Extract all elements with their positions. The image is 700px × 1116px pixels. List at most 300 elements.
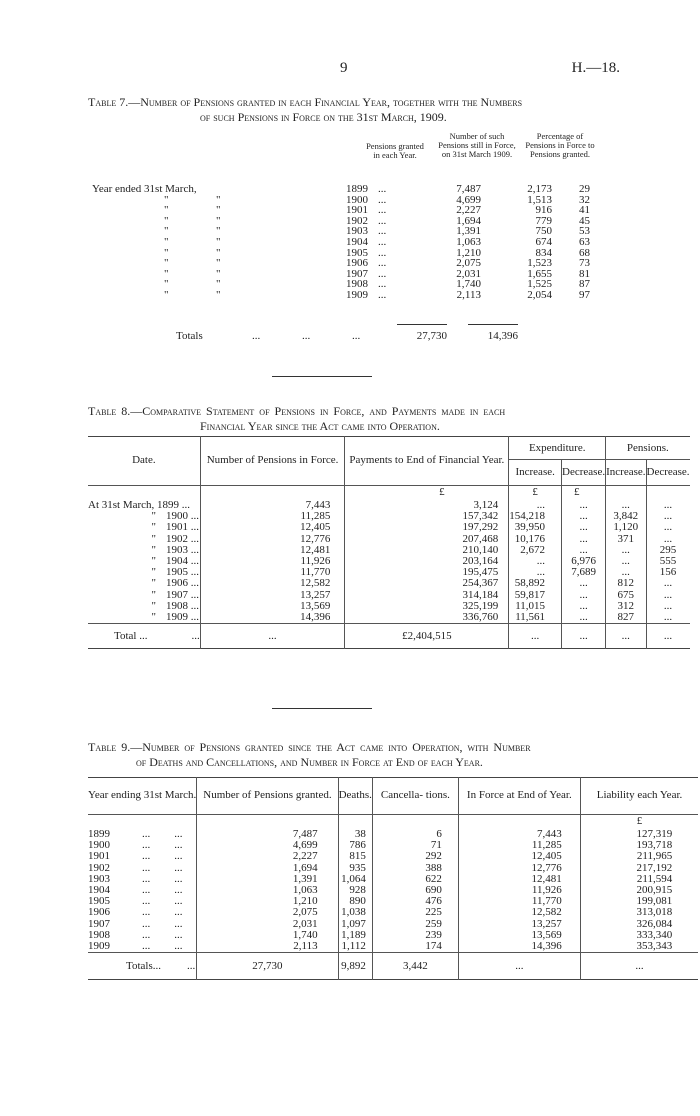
table7-row-label: Year ended 31st March,: [92, 183, 197, 195]
table9-liability: 193,718: [580, 840, 698, 851]
table8-date: [88, 612, 200, 624]
table8-pen-increase: ...: [606, 500, 646, 511]
ditto-mark: ": [164, 246, 169, 259]
table9-liability: 211,965: [580, 851, 698, 862]
table8-number: 14,396: [200, 612, 345, 624]
table9-in-force: 11,926: [458, 885, 580, 896]
table8-payments: 203,164: [345, 556, 509, 567]
table8-header-number: Number of Pensions in Force.: [200, 437, 345, 486]
table9-unit-blank: [88, 815, 197, 830]
table8-total-label-cell: Total ... ...: [114, 629, 200, 642]
table8-exp-increase: 59,817: [509, 590, 562, 601]
table9-granted: 2,075: [197, 907, 338, 918]
table9-totals-row: [88, 953, 698, 980]
ditto-mark: ": [164, 278, 169, 291]
table8-pen-increase: 312: [606, 601, 646, 612]
table9-in-force: 12,405: [458, 851, 580, 862]
table9-unit-blank: [458, 815, 580, 830]
table7-row: [40, 290, 622, 301]
pound-sign: £: [580, 815, 698, 830]
table9-year: 1904: [88, 884, 110, 897]
table9-cancellations: 174: [372, 941, 458, 953]
table9-deaths: 928: [338, 885, 372, 896]
table9-cancellations: 292: [372, 851, 458, 862]
table8-exp-decrease: ...: [562, 522, 606, 533]
ditto-mark: ": [164, 193, 169, 206]
ditto-mark: ": [151, 611, 156, 624]
table8-total-label: Total: [114, 629, 137, 642]
table8-payments: 254,367: [345, 578, 509, 589]
table8-exp-decrease: ...: [562, 590, 606, 601]
table8-unit-blank: [606, 486, 646, 501]
table7-total-in-force: 14,396: [487, 330, 518, 342]
table8-header-pen-decrease: Decrease.: [646, 460, 690, 486]
table9-deaths: 1,097: [338, 919, 372, 930]
table8-pen-increase: ...: [606, 545, 646, 556]
dots: ...: [458, 953, 580, 980]
ditto-mark: ": [164, 204, 169, 217]
table7-header-in-force: Number of such Pensions still in Force, on 31st March 1909.: [438, 131, 516, 159]
table7-granted: 1,391: [456, 225, 481, 238]
table8-number: 11,770: [200, 567, 345, 578]
dots: ...: [174, 828, 183, 840]
table9-in-force: 7,443: [458, 829, 580, 840]
dots: ...: [200, 624, 345, 649]
dots: ...: [142, 884, 151, 897]
ditto-mark: ": [164, 214, 169, 227]
table8-header-pensions: Pensions.: [606, 437, 690, 460]
dots: ...: [378, 235, 387, 248]
table7-in-force: 1,655: [527, 267, 552, 280]
dots: ...: [174, 928, 183, 941]
table9-granted: 7,487: [197, 829, 338, 840]
table7-in-force: 916: [535, 204, 552, 217]
table9-deaths: 1,189: [338, 930, 372, 941]
table8-exp-increase: ...: [509, 567, 562, 578]
table8: [88, 436, 690, 649]
table8-number: 12,481: [200, 545, 345, 556]
table7-totals-rule-2: [468, 324, 518, 325]
table7-year: 1904: [346, 235, 368, 248]
table9-in-force: 14,396: [458, 941, 580, 953]
table9-granted: 1,694: [197, 863, 338, 874]
table8-row: [88, 612, 690, 624]
table8-header-exp-decrease: Decrease.: [562, 460, 606, 486]
table8-pen-increase: 827: [606, 612, 646, 624]
table8-pen-decrease: ...: [646, 578, 690, 589]
table8-title: [88, 404, 648, 434]
table9-liability: 353,343: [580, 941, 698, 953]
table8-number: 7,443: [200, 500, 345, 511]
table7-year: 1906: [346, 257, 368, 270]
table9-deaths: 1,064: [338, 874, 372, 885]
dots: ...: [174, 872, 183, 885]
table7-year: 1902: [346, 214, 368, 227]
ditto-mark: ": [215, 235, 221, 248]
table8-pen-increase: 1,120: [606, 522, 646, 533]
table8-pen-decrease: ...: [646, 612, 690, 624]
table7-granted: 2,075: [456, 257, 481, 270]
dots: ...: [142, 839, 151, 852]
table8-pen-decrease: ...: [646, 601, 690, 612]
dots: ...: [190, 521, 199, 534]
table9: [88, 777, 683, 980]
table7-in-force: 2,054: [527, 288, 552, 301]
table9-header-liability: Liability each Year.: [580, 778, 698, 815]
table8-number: 12,405: [200, 522, 345, 533]
table7-row: [40, 216, 622, 227]
table9-totals-label-cell: Totals... ...: [126, 959, 196, 972]
table8-pen-decrease: 156: [646, 567, 690, 578]
dots: ...: [190, 532, 199, 545]
table8-year: 1909: [166, 611, 188, 624]
table8-exp-increase: 154,218: [509, 511, 562, 522]
table7-year: 1900: [346, 193, 368, 206]
dots: ...: [190, 611, 199, 624]
table8-exp-increase: 39,950: [509, 522, 562, 533]
table8-payments: 197,292: [345, 522, 509, 533]
table8-total-row: [88, 624, 690, 649]
table8-year: 1901: [166, 521, 188, 534]
table8-year: 1899: [157, 499, 180, 511]
table8-unit-blank: [646, 486, 690, 501]
table9-in-force: 12,582: [458, 907, 580, 918]
table7-in-force: 1,525: [527, 278, 552, 291]
table7-row: [40, 195, 622, 206]
table9-granted: 2,113: [197, 941, 338, 953]
dots: ...: [378, 278, 387, 291]
table7-body: [40, 184, 622, 301]
table7-percentage: 45: [579, 214, 590, 227]
table8-pen-decrease: ...: [646, 511, 690, 522]
table9-liability: 333,340: [580, 930, 698, 941]
table8-header-expenditure: Expenditure.: [509, 437, 606, 460]
table7: [40, 183, 660, 342]
table7-granted: 1,210: [456, 246, 481, 259]
dots: ...: [562, 624, 606, 649]
table8-number: 13,257: [200, 590, 345, 601]
dots: ...: [142, 861, 151, 874]
table9-year-cell: [88, 941, 197, 953]
ditto-mark: ": [151, 521, 156, 534]
table8-payments: 207,468: [345, 534, 509, 545]
table7-total-granted: 27,730: [416, 330, 447, 342]
ditto-mark: ": [151, 532, 156, 545]
table9-grid: [88, 777, 698, 980]
ditto-mark: ": [164, 235, 169, 248]
dots: ...: [378, 246, 387, 259]
table7-title: [88, 95, 648, 125]
table7-percentage: 32: [579, 193, 590, 206]
table8-year: 1906: [166, 577, 188, 590]
table9-granted: 2,031: [197, 919, 338, 930]
table9-year: 1902: [88, 861, 110, 874]
table8-exp-increase: 11,015: [509, 601, 562, 612]
dots: ...: [142, 850, 151, 863]
table7-year: 1903: [346, 225, 368, 238]
table8-pen-increase: 3,842: [606, 511, 646, 522]
table7-percentage: 63: [579, 235, 590, 248]
table9-liability: 199,081: [580, 896, 698, 907]
table7-percentage: 73: [579, 257, 590, 270]
table9-title: [88, 740, 648, 770]
table9-granted: 1,063: [197, 885, 338, 896]
table7-header-percentage: Percentage of Pensions in Force to Pensions granted.: [525, 131, 595, 159]
table8-exp-decrease: ...: [562, 511, 606, 522]
table7-percentage: 68: [579, 246, 590, 259]
table8-pen-increase: 371: [606, 534, 646, 545]
table7-in-force: 2,173: [527, 183, 552, 195]
dots: ...: [190, 566, 199, 579]
table7-percentage: 41: [579, 204, 590, 217]
table7-row: [40, 226, 622, 237]
table7-year: 1905: [346, 246, 368, 259]
table8-pen-increase: ...: [606, 567, 646, 578]
table7-year: 1899: [346, 183, 368, 195]
dots: ...: [142, 906, 151, 919]
dots: ...: [181, 499, 191, 511]
ditto-mark: ": [164, 257, 169, 270]
table9-unit-blank: [197, 815, 338, 830]
table9-granted: 4,699: [197, 840, 338, 851]
table9-cancellations: 225: [372, 907, 458, 918]
table7-title-line1: Table 7.—Number of Pensions granted in each Financial Year, together with the Numbers: [88, 95, 523, 109]
table7-year: 1907: [346, 267, 368, 280]
table7-percentage: 97: [579, 288, 590, 301]
dots: ...: [174, 895, 183, 908]
dots: ...: [174, 884, 183, 897]
table9-header-deaths: Deaths.: [338, 778, 372, 815]
table9-cancellations: 239: [372, 930, 458, 941]
ditto-mark: ": [164, 288, 169, 301]
table8-title-line2: Financial Year since the Act came into Operation.: [200, 419, 440, 433]
dots: ...: [378, 267, 387, 280]
table7-totals-rule-1: [397, 324, 447, 325]
dots: ...: [190, 510, 199, 523]
table7-in-force: 674: [535, 235, 552, 248]
ditto-mark: ": [215, 257, 221, 270]
dots: ...: [190, 555, 199, 568]
table8-pen-decrease: 555: [646, 556, 690, 567]
table7-in-force: 1,513: [527, 193, 552, 206]
table8-exp-decrease: ...: [562, 612, 606, 624]
table8-unit-blank: [88, 486, 200, 501]
dots: ...: [378, 204, 387, 217]
table9-cancellations: 690: [372, 885, 458, 896]
ditto-mark: ": [151, 566, 156, 579]
table7-percentage: 87: [579, 278, 590, 291]
table8-year: 1903: [166, 543, 188, 556]
table8-pen-decrease: 295: [646, 545, 690, 556]
table9-header-granted: Number of Pensions granted.: [197, 778, 338, 815]
ditto-mark: ": [164, 267, 169, 280]
table9-header-year: Year ending 31st March.: [88, 778, 197, 815]
ditto-mark: ": [151, 543, 156, 556]
table9-year: 1909: [88, 940, 110, 953]
dots: ...: [378, 193, 387, 206]
pound-sign: £: [509, 486, 562, 501]
table8-pen-decrease: ...: [646, 590, 690, 601]
table9-year: 1905: [88, 895, 110, 908]
dots: ...: [142, 828, 151, 840]
table8-unit-row: [88, 486, 690, 501]
table9-cancellations: 6: [372, 829, 458, 840]
table8-year: 1902: [166, 532, 188, 545]
table9-title-line1: Table 9.—Number of Pensions granted since the Act came into Operation, with Number: [88, 740, 531, 754]
table7-year: 1909: [346, 288, 368, 301]
table9-cancellations: 622: [372, 874, 458, 885]
table9-granted: 2,227: [197, 851, 338, 862]
table9-header-cancellations: Cancella- tions.: [372, 778, 458, 815]
ditto-mark: ": [215, 193, 221, 206]
table9-title-line2: of Deaths and Cancellations, and Number in Force at End of each Year.: [136, 755, 483, 769]
table9-deaths: 1,038: [338, 907, 372, 918]
table9-deaths: 38: [338, 829, 372, 840]
table7-granted: 7,487: [456, 183, 481, 195]
section-divider: [272, 708, 372, 709]
table9-year: 1908: [88, 928, 110, 941]
table9-liability: 313,018: [580, 907, 698, 918]
dots: ...: [186, 959, 196, 972]
dots: ...: [378, 257, 387, 270]
table8-exp-increase: ...: [509, 500, 562, 511]
table8-title-line1: Table 8.—Comparative Statement of Pensions in Force, and Payments made in each: [88, 404, 506, 418]
table9-row: [88, 941, 698, 953]
pound-sign: £: [562, 486, 606, 501]
table9-granted: 1,740: [197, 930, 338, 941]
dots: ...: [302, 330, 311, 342]
page-number: 9: [340, 60, 348, 76]
dots: ...: [174, 940, 183, 953]
table9-cancellations: 476: [372, 896, 458, 907]
dots: ...: [190, 543, 199, 556]
dots: ...: [142, 872, 151, 885]
table8-number: 11,285: [200, 511, 345, 522]
table8-exp-increase: 2,672: [509, 545, 562, 556]
table8-header-date: Date.: [88, 437, 200, 486]
ditto-mark: ": [215, 225, 221, 238]
table7-in-force: 1,523: [527, 257, 552, 270]
table9-deaths: 1,112: [338, 941, 372, 953]
dots: ...: [190, 588, 199, 601]
table7-title-line2: of such Pensions in Force on the 31st March, 1909.: [200, 110, 447, 124]
ditto-mark: ": [151, 599, 156, 612]
table9-year: 1906: [88, 906, 110, 919]
table7-header-granted: Pensions granted in each Year.: [366, 141, 424, 160]
table9-in-force: 11,770: [458, 896, 580, 907]
table9-unit-blank: [372, 815, 458, 830]
pound-sign: £: [345, 486, 509, 501]
table8-payments: 157,342: [345, 511, 509, 522]
dots: ...: [509, 624, 562, 649]
table9-header-in-force: In Force at End of Year.: [458, 778, 580, 815]
table8-year: 1900: [166, 510, 188, 523]
dots: ...: [191, 629, 200, 642]
table8-number: 13,569: [200, 601, 345, 612]
ditto-mark: ": [215, 267, 221, 280]
table9-totals-label: Totals: [126, 959, 153, 972]
table8-pen-decrease: ...: [646, 534, 690, 545]
ditto-mark: ": [151, 577, 156, 590]
dots: ...: [142, 917, 151, 930]
document-reference: H.—18.: [571, 60, 620, 76]
table9-liability: 127,319: [580, 829, 698, 840]
table9-deaths: 786: [338, 840, 372, 851]
dots: ...: [352, 330, 361, 342]
table7-year: 1901: [346, 204, 368, 217]
table8-exp-decrease: ...: [562, 500, 606, 511]
dots: ...: [174, 861, 183, 874]
table7-percentage: 29: [579, 183, 590, 195]
table9-year: 1901: [88, 850, 110, 863]
dots: ...: [142, 928, 151, 941]
dots: ...: [606, 624, 646, 649]
dots: ...: [378, 225, 387, 238]
table8-payments: 314,184: [345, 590, 509, 601]
table8-payments: 325,199: [345, 601, 509, 612]
table8-payments: 336,760: [345, 612, 509, 624]
table7-in-force: 750: [535, 225, 552, 238]
table9-liability: 211,594: [580, 874, 698, 885]
table7-in-force: 834: [535, 246, 552, 259]
table9-liability: 200,915: [580, 885, 698, 896]
table8-grid: [88, 436, 690, 649]
table9-in-force: 13,257: [458, 919, 580, 930]
table9-in-force: 12,776: [458, 863, 580, 874]
table8-pen-increase: 812: [606, 578, 646, 589]
ditto-mark: ": [151, 588, 156, 601]
table8-year: 1907: [166, 588, 188, 601]
table7-granted: 2,113: [456, 288, 481, 301]
table8-pen-decrease: ...: [646, 500, 690, 511]
dots: ...: [174, 850, 183, 863]
table9-liability: 217,192: [580, 863, 698, 874]
table8-exp-increase: ...: [509, 556, 562, 567]
table8-pen-increase: ...: [606, 556, 646, 567]
table7-in-force: 779: [535, 214, 552, 227]
dots: ...: [646, 624, 690, 649]
table9-liability: 326,084: [580, 919, 698, 930]
table7-granted: 4,699: [456, 193, 481, 206]
table9-unit-row: [88, 815, 698, 830]
table8-year: 1908: [166, 599, 188, 612]
table7-row: [40, 237, 622, 248]
table8-header-payments: Payments to End of Financial Year.: [345, 437, 509, 486]
table7-percentage: 53: [579, 225, 590, 238]
table7-row: [40, 205, 622, 216]
table7-year: 1908: [346, 278, 368, 291]
table8-pen-decrease: ...: [646, 522, 690, 533]
table9-in-force: 13,569: [458, 930, 580, 941]
table7-totals-label: Totals: [176, 330, 203, 342]
table8-exp-decrease: 6,976: [562, 556, 606, 567]
table8-exp-increase: 58,892: [509, 578, 562, 589]
table8-exp-decrease: 7,689: [562, 567, 606, 578]
table8-exp-decrease: ...: [562, 578, 606, 589]
table9-total-cancellations: 3,442: [372, 953, 458, 980]
dots: ...: [378, 288, 387, 301]
table8-payments: 3,124: [345, 500, 509, 511]
table9-year: 1907: [88, 917, 110, 930]
dots: ...: [252, 330, 261, 342]
dots: ...: [378, 214, 387, 227]
table9-year: 1903: [88, 872, 110, 885]
ditto-mark: ": [215, 278, 221, 291]
table8-exp-decrease: ...: [562, 601, 606, 612]
dots: ...: [378, 183, 387, 195]
table9-granted: 1,391: [197, 874, 338, 885]
table8-exp-decrease: ...: [562, 545, 606, 556]
